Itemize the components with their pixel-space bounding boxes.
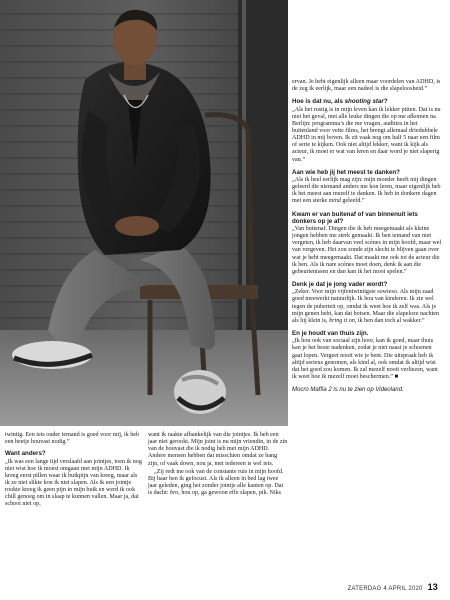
paragraph-text: „Als ik heel eerlijk mag zijn: mijn moeder heeft mij dingen geleerd die niemand anders me kon leren, maar eigenlijk heb ik het meest aan mezelf te danken. Ik heb in donkere dagen met een sterke [292,176,441,205]
paragraph-text: , ik ben dan toch al wakker.” [354,317,425,324]
article-caption [292,387,442,394]
paragraph-emphasis: bring it on [329,317,355,324]
paragraph: ervan. Je hebt eigenlijk alleen maar voordelen van ADHD, is de zeg ik eerlijk, maar een nadeel is die slapeloosheid.” [292,79,441,93]
question-heading: Denk je dat je jong vader wordt? [292,281,388,289]
question-text: Hoe is dat nu, als [292,98,345,106]
page-number: 13 [427,582,438,592]
paragraph [148,469,288,498]
paragraph: twintig. Een iets ouder iemand is goed voor mij, ik heb een beetje houvast nodig.” [5,432,140,446]
paragraph-emphasis: mind [328,198,341,205]
question-heading: Kwam er van buitenaf of van binnenuit iets donkers op je af? [292,210,418,225]
paragraph [292,289,442,325]
paragraph: „Als het rustig is in mijn leven kan ik lekker pitten. Dat is nu niet het geval, met alle leuke dingen die op me afkomen na Berlijn: programma’s die me vragen, audities in het buitenland voor vette films, het brengt allemaal driedubbele ADHD in mij boven. Ik zit vaak nog om half 5 naar een film of serie te kijken. Ook niet altijd lekker, want ik kijk als acteur, ik moet er wat van leren en daar word je niet slaperig van.” [292,106,441,163]
question-emphasis: shooting star [344,98,384,106]
question-heading [292,98,442,105]
question-heading: En je houdt van thuis zijn. [292,330,369,338]
paragraph-text: „Zeker. Voor mijn vijfentwintigste sowieso. Als mijn zaad goed meewerkt natuurlijk. Ik hou van kinderen. Ik zie wel tegen de puberteit op, omdat ik weet hoe ik zelf was. Als je mijn genen hebt, kan dat botsen. Maar die slapeloze nachten als hij klein is, [292,289,440,324]
caption-text: is nu te zien op Videoland. [331,387,404,394]
paragraph-emphasis: bro [170,490,179,497]
article-right-column [292,79,442,395]
paragraph-text: , hou op, ga gewoon effe slapen, pik. Niks [178,490,282,497]
article-column-2 [148,432,288,498]
paragraph [292,177,442,206]
question-text: ? [383,98,388,106]
caption-title: Mocro Maffia 2 [292,387,332,394]
paragraph-text: geleefd.” [340,198,365,205]
article-column-1 [5,432,143,510]
paragraph: „Ik was een lange tijd verslaafd aan jointjes, toen ik nog niet wist hoe ik moest omgaan met mijn ADHD. Ik kreeg eerst pillen waar ik buikpijn van kreeg, maar als ik ze niet slikte kon ik niet slapen. Als ik een jointje rookte kreeg ik geen pijn in mijn buik en werd ik ook chill genoeg om in slaap te kunnen vallen. Maar ja, dat schoot niet op, [5,458,142,508]
page-footer [348,582,438,592]
issue-date: ZATERDAG 4 APRIL 2020 [347,586,423,592]
question-heading: Want anders? [5,450,46,458]
paragraph-text: „Zij redt me ook van de constante ruis in mijn hoofd. Bij haar ben ik gefocust. Als ik alleen in bed lag twee jaar geleden, ging het zonder jointje alle kanten op. Dat is dacht: [148,468,284,497]
question-heading: Aan wie heb jij het meest te danken? [292,168,400,176]
photo-man-on-chair [0,0,288,426]
paragraph: want ik raakte afhankelijk van die jointjes. Ik heb een jaar niet gerookt. Mijn joint is nu mijn vriendin, in de zin van de houvast die ik nodig heb met mijn ADHD. Andere mensen hebben dat misschien omdat ze bang zijn, of vaak down, nou ja, met iedereen is wel iets. [148,432,288,467]
paragraph: „Ik hou ook van sociaal zijn hoor, kan ik goed, maar thuis kan je het beste nadenken, zodat je niet naast je schoenen gaat lopen. Vergeet nooit wie je bent. Die uitspraak heb ik altijd serieus genomen, als kind al, ook omdat ik altijd wist dat het goed zou komen. Ik zal mezelf nooit verliezen, want ik weet hoe ik mezelf moet beschermen.” ■ [292,338,438,381]
paragraph: „Van buitenaf. Dingen die ik heb meegemaakt als kleine jongen hebben me sterk gemaakt. Ik ben iemand van niet vergeten, ik heb daarvan veel scènes in mijn hoofd, maar wel van vergeven. Het zou zonde zijn slecht te blijven gaan over wat je hebt meegemaakt. Dat maakt me ook tot de acteur die ik ben. Als ik nare scènes moet doen, denk ik aan die gebeurtenissen en dan kan ik het mooi spelen.” [292,226,442,275]
